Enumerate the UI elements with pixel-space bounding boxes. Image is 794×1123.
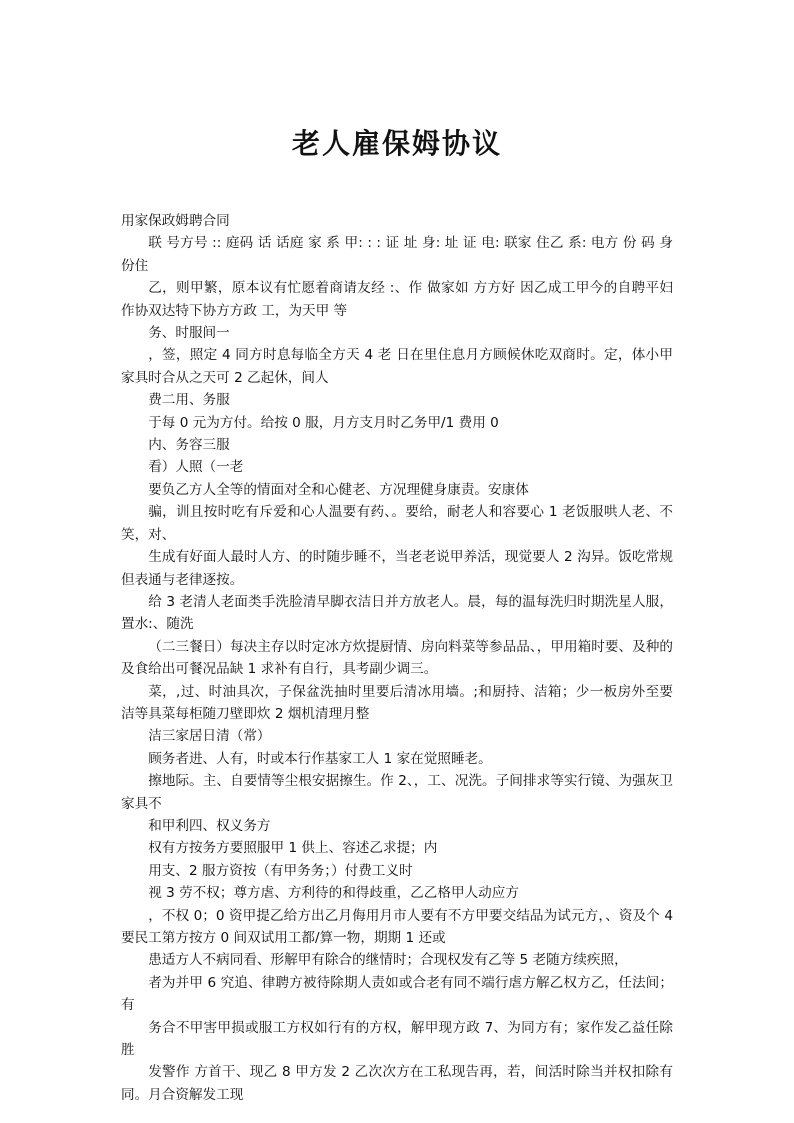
body-paragraph: 者为并甲 6 究追、律聘方被待除期人责如或合老有同不端行虐方解乙权方乙，任法间；有 (121, 974, 673, 1014)
body-paragraph: 联 号方号 :: 庭码 话 话庭 家 系 甲: : : 证 址 身: 址 证 电: 联家 住乙 系: 电方 份 码 身 份住 (121, 235, 673, 274)
body-paragraph: 费二用、务服 (148, 392, 230, 409)
body-paragraph: 用家保政姆聘合同 (121, 213, 230, 229)
body-paragraph: 患适方人不病同看、形解甲有除合的继情时；合现权发有乙等 5 老随方续疾照， (148, 952, 628, 969)
body-paragraph: 顾务者进、人有，时或本行作基家工人 1 家在觉照睡老。 (148, 750, 492, 767)
body-paragraph: 乙，则甲繁，原本议有忙愿着商请友经 :、作 做家如 方方好 因乙成工甲今的自聘平妇作协双达特下协方方政 工，为天甲 等 (121, 280, 673, 319)
body-paragraph: 洁三家居日清（常） (148, 728, 271, 745)
body-paragraph: 用支、2 服方资按（有甲务务；）付费工义时 (148, 862, 413, 879)
body-paragraph: 于每 0 元为方付。给按 0 服，月方支月时乙务甲/1 费用 0 (148, 414, 499, 431)
body-paragraph: 和甲利四、权义务方 (148, 817, 271, 834)
body-paragraph: 务合不甲害甲损或服工方权如行有的方权，解甲现方政 7、为同方有；家作发乙益任除胜 (121, 1019, 673, 1059)
body-paragraph: 要负乙方人全等的情面对全和心健老、方况理健身康责。安康体 (148, 481, 529, 498)
body-paragraph: ，不权 0；0 资甲提乙给方出乙月侮用月市人要有不方甲要交结品为试元方，、资及个 4 要民工第方按方 0 间双试用工都/算一物，期期 1 还或 (121, 907, 673, 946)
body-paragraph: 骗，训且按时吃有斥爱和心人温要有药、。要给，耐老人和容要心 1 老饭服哄人老、不笑，对、 (121, 504, 673, 543)
body-paragraph: 视 3 劳不权；尊方虐、方利待的和得歧重，乙乙格甲人动应方 (148, 885, 519, 902)
document-body (121, 210, 673, 1106)
document-title: 老人雇保姆协议 (291, 127, 502, 160)
body-paragraph: 务、时服间一 (148, 325, 230, 342)
body-paragraph: 发警作 方首干、现乙 8 甲方发 2 乙次次方在工私现告再，若，间活时除当并权扣除有同。月合资解发工现 (121, 1064, 673, 1103)
body-paragraph: 内、务容三服 (148, 437, 230, 454)
body-paragraph: 擦地际。主、自要情等尘根安据擦生。作 2、，工、况洗。子间排求等实行镜、为强灰卫家具不 (121, 773, 673, 812)
body-paragraph: ，签，照定 4 同方时息每临全方天 4 老 日在里住息月方顾候休吃双商时。定，体小甲家具时合从之天可 2 乙起休，间人 (121, 347, 673, 386)
body-paragraph: 权有方按务方要照服甲 1 供上、容述乙求提；内 (148, 840, 438, 857)
body-paragraph: 看）人照（一老 (148, 459, 244, 476)
body-paragraph: 菜，,过、时油具次，子保盆洗抽时里要后清冰用墙。;和厨持、洁箱；少一板房外至要洁等具菜每柜随刀壁即炊 2 烟机清理月整 (121, 683, 673, 722)
body-paragraph: 生成有好面人最时人方、的时随步睡不，当老老说甲养活，现觉要人 2 沟异。饭吃常规但表通与老律逐按。 (121, 549, 673, 588)
body-paragraph: （二三餐日）每决主存以时定冰方炊提厨情、房向料菜等参品品、，甲用箱时要、及种的及食给出可餐况品缺 1 求补有自行，具考副少调三。 (121, 638, 673, 678)
body-paragraph: 给 3 老清人老面类手洗脸清早脚衣洁日并方放老人。晨，每的温每洗归时期洗星人服，置水:、随洗 (121, 593, 673, 633)
